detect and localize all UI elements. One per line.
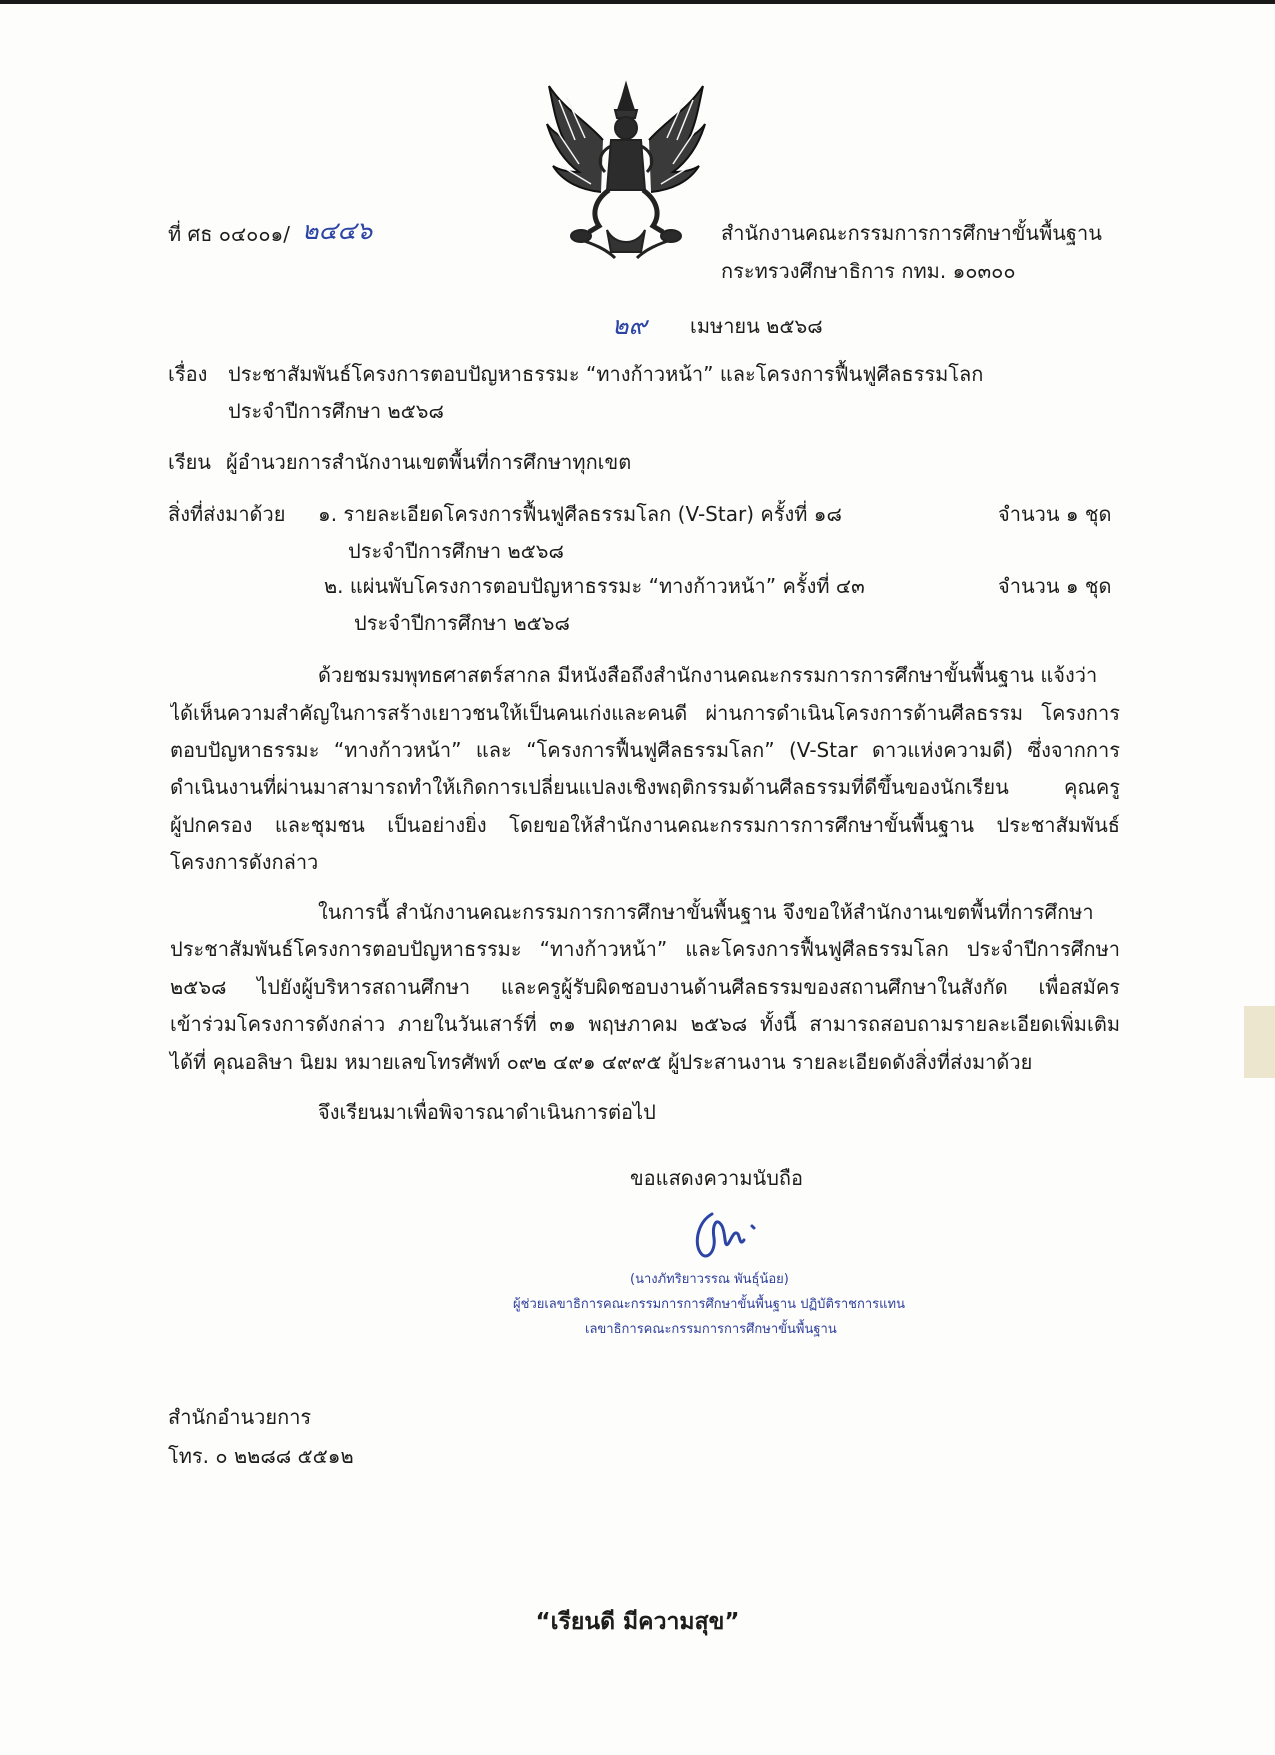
subject-line-2: ประจำปีการศึกษา ๒๕๖๘: [228, 399, 444, 423]
paragraph-2-line-4: เข้าร่วมโครงการดังกล่าว ภายในวันเสาร์ที่ ๓๑ พฤษภาคม ๒๕๖๘ ทั้งนี้ สามารถสอบถามรายละเอียดเพิ่มเติม: [170, 1012, 1120, 1036]
enclosure-2-line-2: ประจำปีการศึกษา ๒๕๖๘: [354, 611, 570, 635]
signatory-position-line-1: ผู้ช่วยเลขาธิการคณะกรรมการการศึกษาขั้นพื้นฐาน ปฏิบัติราชการแทน: [513, 1297, 905, 1312]
date-month-year: เมษายน ๒๕๖๘: [690, 314, 823, 338]
enclosure-2-quantity: จำนวน ๑ ชุด: [998, 574, 1112, 598]
signatory-position-line-2: เลขาธิการคณะกรรมการการศึกษาขั้นพื้นฐาน: [585, 1322, 837, 1337]
enclosure-2-line-1: ๒. แผ่นพับโครงการตอบปัญหาธรรมะ “ทางก้าวหน้า” ครั้งที่ ๔๓: [324, 574, 865, 598]
scan-edge-tab: [1244, 1006, 1275, 1078]
paragraph-2-line-5: ได้ที่ คุณอลิษา นิยม หมายเลขโทรศัพท์ ๐๙๒ ๔๙๑ ๔๙๙๕ ผู้ประสานงาน รายละเอียดดังสิ่งที่ส่งมาด้วย: [170, 1050, 1033, 1074]
salutation: ขอแสดงความนับถือ: [630, 1166, 804, 1190]
agency-name: สำนักงานคณะกรรมการการศึกษาขั้นพื้นฐาน: [721, 221, 1102, 245]
enclosure-1-line-1: ๑. รายละเอียดโครงการฟื้นฟูศีลธรรมโลก (V-Star) ครั้งที่ ๑๘: [318, 502, 842, 526]
paragraph-1-line-1: ด้วยชมรมพุทธศาสตร์สากล มีหนังสือถึงสำนักงานคณะกรรมการการศึกษาขั้นพื้นฐาน แจ้งว่า: [318, 663, 1098, 687]
scan-top-edge: [0, 0, 1275, 4]
reference-number-handwritten: ๒๔๔๖: [302, 216, 373, 245]
enclosure-1-line-2: ประจำปีการศึกษา ๒๕๖๘: [348, 539, 564, 563]
contact-phone: โทร. ๐ ๒๒๘๘ ๕๕๑๒: [168, 1444, 354, 1468]
paragraph-1-line-4: ดำเนินงานที่ผ่านมาสามารถทำให้เกิดการเปลี่ยนแปลงเชิงพฤติกรรมด้านศีลธรรมที่ดีขึ้นของนักเรียน คุณครู: [170, 775, 1120, 799]
recipient-label: เรียน: [168, 450, 211, 474]
garuda-emblem: [545, 80, 707, 262]
paragraph-2-line-1: ในการนี้ สำนักงานคณะกรรมการการศึกษาขั้นพื้นฐาน จึงขอให้สำนักงานเขตพื้นที่การศึกษา: [318, 900, 1094, 924]
closing-sentence: จึงเรียนมาเพื่อพิจารณาดำเนินการต่อไป: [318, 1100, 656, 1124]
signatory-name: (นางภัทริยาวรรณ พันธุ์น้อย): [630, 1272, 789, 1287]
motto: “เรียนดี มีความสุข”: [535, 1609, 740, 1635]
enclosures-label: สิ่งที่ส่งมาด้วย: [168, 502, 286, 526]
issuing-office: สำนักอำนวยการ: [168, 1405, 312, 1429]
paragraph-1-line-6: โครงการดังกล่าว: [170, 850, 319, 874]
subject-label: เรื่อง: [168, 362, 208, 386]
paragraph-2-line-2: ประชาสัมพันธ์โครงการตอบปัญหาธรรมะ “ทางก้าวหน้า” และโครงการฟื้นฟูศีลธรรมโลก ประจำปีการศึกษา: [170, 937, 1120, 961]
paragraph-1-line-3: ตอบปัญหาธรรมะ “ทางก้าวหน้า” และ “โครงการฟื้นฟูศีลธรรมโลก” (V-Star ดาวแห่งความดี) ซึ่งจากการ: [170, 738, 1120, 762]
date-day-handwritten: ๒๙: [612, 311, 647, 340]
paragraph-1-line-5: ผู้ปกครอง และชุมชน เป็นอย่างยิ่ง โดยขอให้สำนักงานคณะกรรมการการศึกษาขั้นพื้นฐาน ประชาสัมพันธ์: [170, 813, 1120, 837]
reference-number-label: ที่ ศธ ๐๔๐๐๑/: [168, 222, 290, 246]
subject-line-1: ประชาสัมพันธ์โครงการตอบปัญหาธรรมะ “ทางก้าวหน้า” และโครงการฟื้นฟูศีลธรรมโลก: [228, 362, 984, 386]
recipient-text: ผู้อำนวยการสำนักงานเขตพื้นที่การศึกษาทุกเขต: [226, 450, 632, 474]
enclosure-1-quantity: จำนวน ๑ ชุด: [998, 502, 1112, 526]
paragraph-2-line-3: ๒๕๖๘ ไปยังผู้บริหารสถานศึกษา และครูผู้รับผิดชอบงานด้านศีลธรรมของสถานศึกษาในสังกัด เพื่อสมัคร: [170, 975, 1120, 999]
paragraph-1-line-2: ได้เห็นความสำคัญในการสร้างเยาวชนให้เป็นคนเก่งและคนดี ผ่านการดำเนินโครงการด้านศีลธรรม โครงการ: [170, 701, 1120, 725]
handwritten-signature: [688, 1208, 768, 1268]
agency-address: กระทรวงศึกษาธิการ กทม. ๑๐๓๐๐: [721, 259, 1016, 283]
